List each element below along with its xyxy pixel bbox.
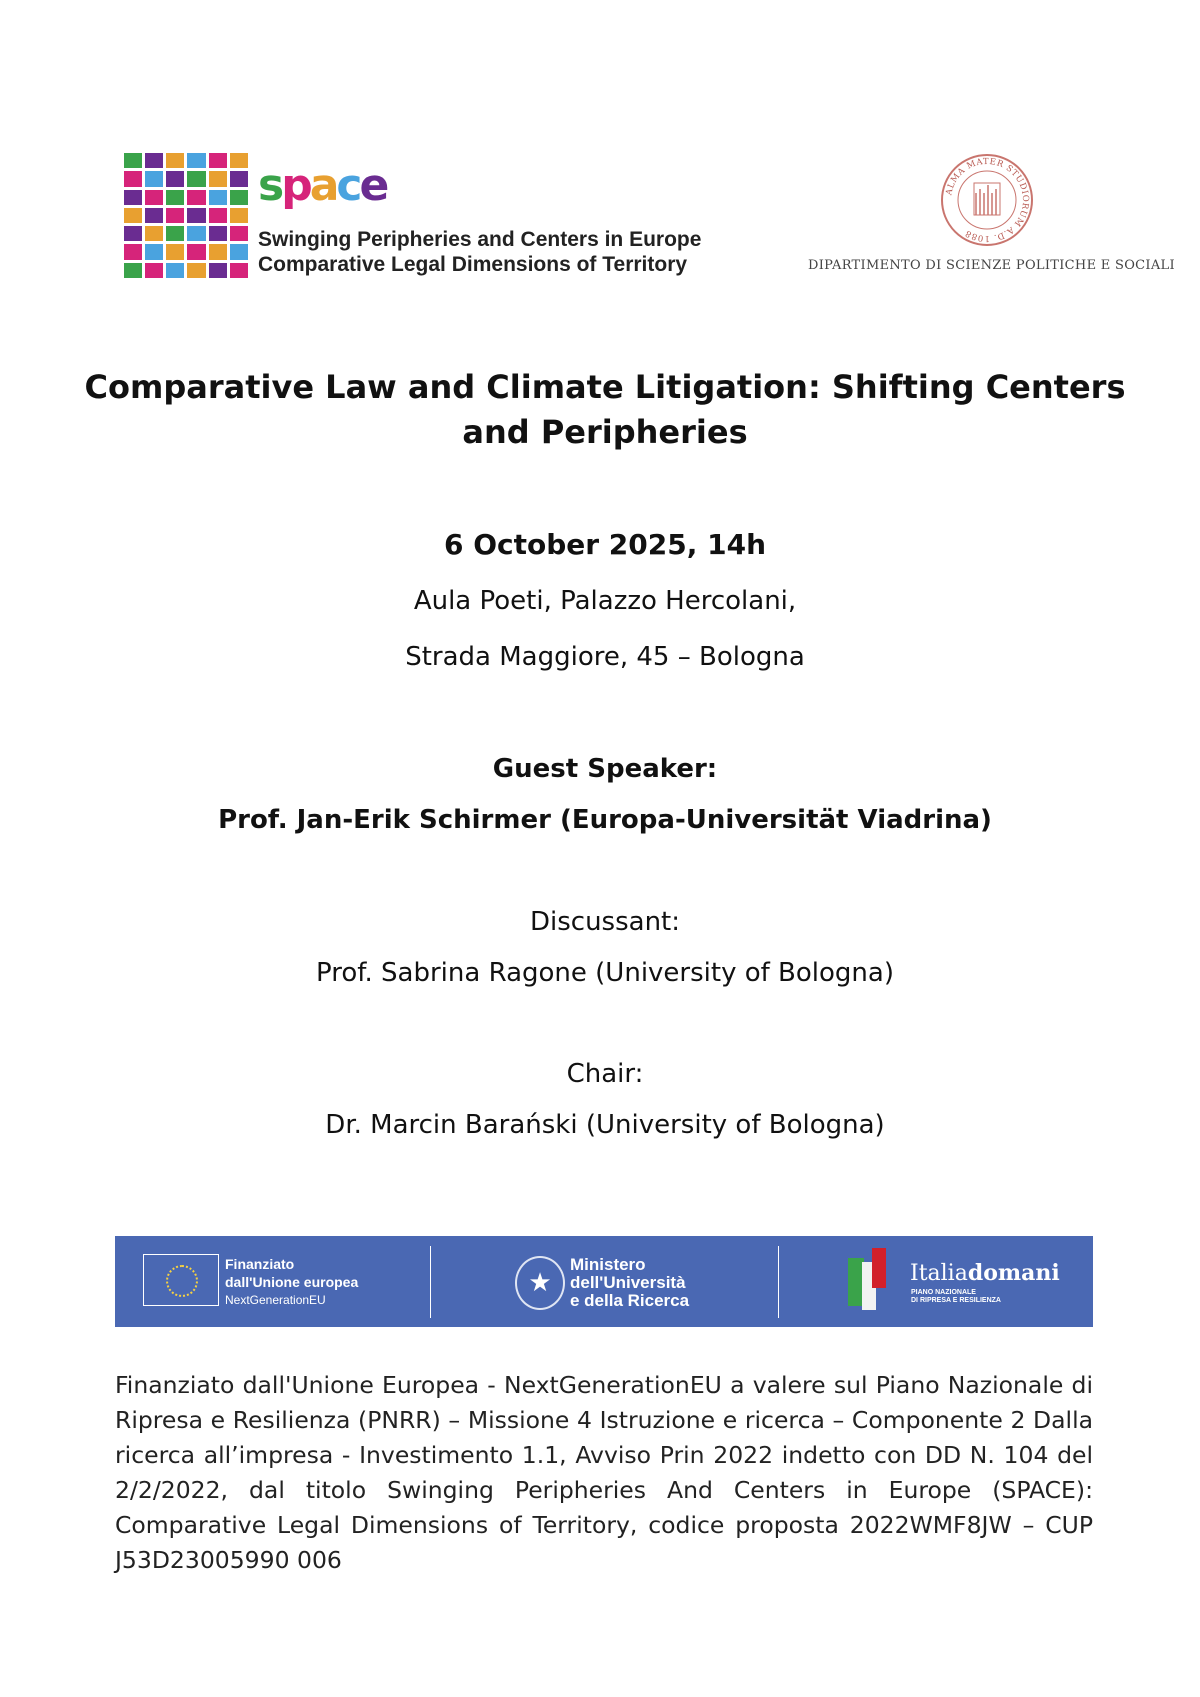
event-date: 6 October 2025, 14h (443, 528, 767, 561)
italiadomani-sub-1: PIANO NAZIONALE (911, 1289, 976, 1296)
eu-line-1: Finanziato (225, 1256, 295, 1272)
eu-line-3: NextGenerationEU (225, 1293, 326, 1307)
guest-speaker-label: Guest Speaker: (492, 754, 718, 784)
funding-banner (115, 1236, 1093, 1327)
mur-line-1: Ministero (570, 1255, 646, 1274)
space-tagline-2: Comparative Legal Dimensions of Territory (258, 253, 688, 276)
eu-line-2: dall'Unione europea (225, 1274, 359, 1290)
funding-disclaimer: Finanziato dall'Unione Europea - NextGenerationEU a valere sul Piano Nazionale di Ripresa e Resilienza (PNRR) – Missione 4 Istruzione e ricerca – Componente 2 Dalla ricerca all’impresa - Investimento 1.1, Avviso Prin 2022 indetto con DD N. 104 del 2/2/2022, dal titolo Swinging Peripheries And Centers in Europe (SPACE): Comparative Legal Dimensions of Territory, codice proposta 2022WMF8JW – CUP J53D23005990 006 (115, 1371, 1093, 1574)
event-title (0, 365, 1200, 455)
discussant-label: Discussant: (529, 907, 681, 937)
mur-line-3: e della Ricerca (570, 1291, 690, 1310)
department-name: DIPARTIMENTO DI SCIENZE POLITICHE E SOCIALI (808, 258, 1175, 273)
university-seal-logo (940, 153, 1034, 247)
eu-flag-icon (143, 1254, 219, 1306)
italiadomani-name: Italiadomani (910, 1260, 1060, 1286)
mur-line-2: dell'Università (570, 1273, 686, 1292)
title-line-1: Comparative Law and Climate Litigation: Shifting Centers (84, 368, 1126, 406)
space-logo-mosaic (124, 153, 248, 278)
chair-label: Chair: (566, 1059, 644, 1089)
italiadomani-sub-2: DI RIPRESA E RESILIENZA (911, 1297, 1001, 1304)
seal-graphic (940, 153, 1034, 247)
discussant-name: Prof. Sabrina Ragone (University of Bologna) (316, 958, 894, 988)
divider (778, 1246, 779, 1318)
italiadomani-logo-icon (840, 1248, 890, 1310)
italian-emblem-icon: ★ (515, 1256, 565, 1310)
seal-text: ALMA MATER STUDIORUM A.D. 1088 (944, 156, 1031, 244)
guest-speaker-name: Prof. Jan-Erik Schirmer (Europa-Universität Viadrina) (218, 805, 992, 835)
title-line-2: and Peripheries (462, 413, 748, 451)
divider (430, 1246, 431, 1318)
venue-line-1: Aula Poeti, Palazzo Hercolani, (413, 586, 797, 616)
chair-name: Dr. Marcin Barański (University of Bologna) (325, 1110, 885, 1140)
space-tagline-1: Swinging Peripheries and Centers in Europe (258, 228, 702, 251)
space-logo-word: space (258, 160, 387, 211)
venue-line-2: Strada Maggiore, 45 – Bologna (405, 642, 805, 672)
